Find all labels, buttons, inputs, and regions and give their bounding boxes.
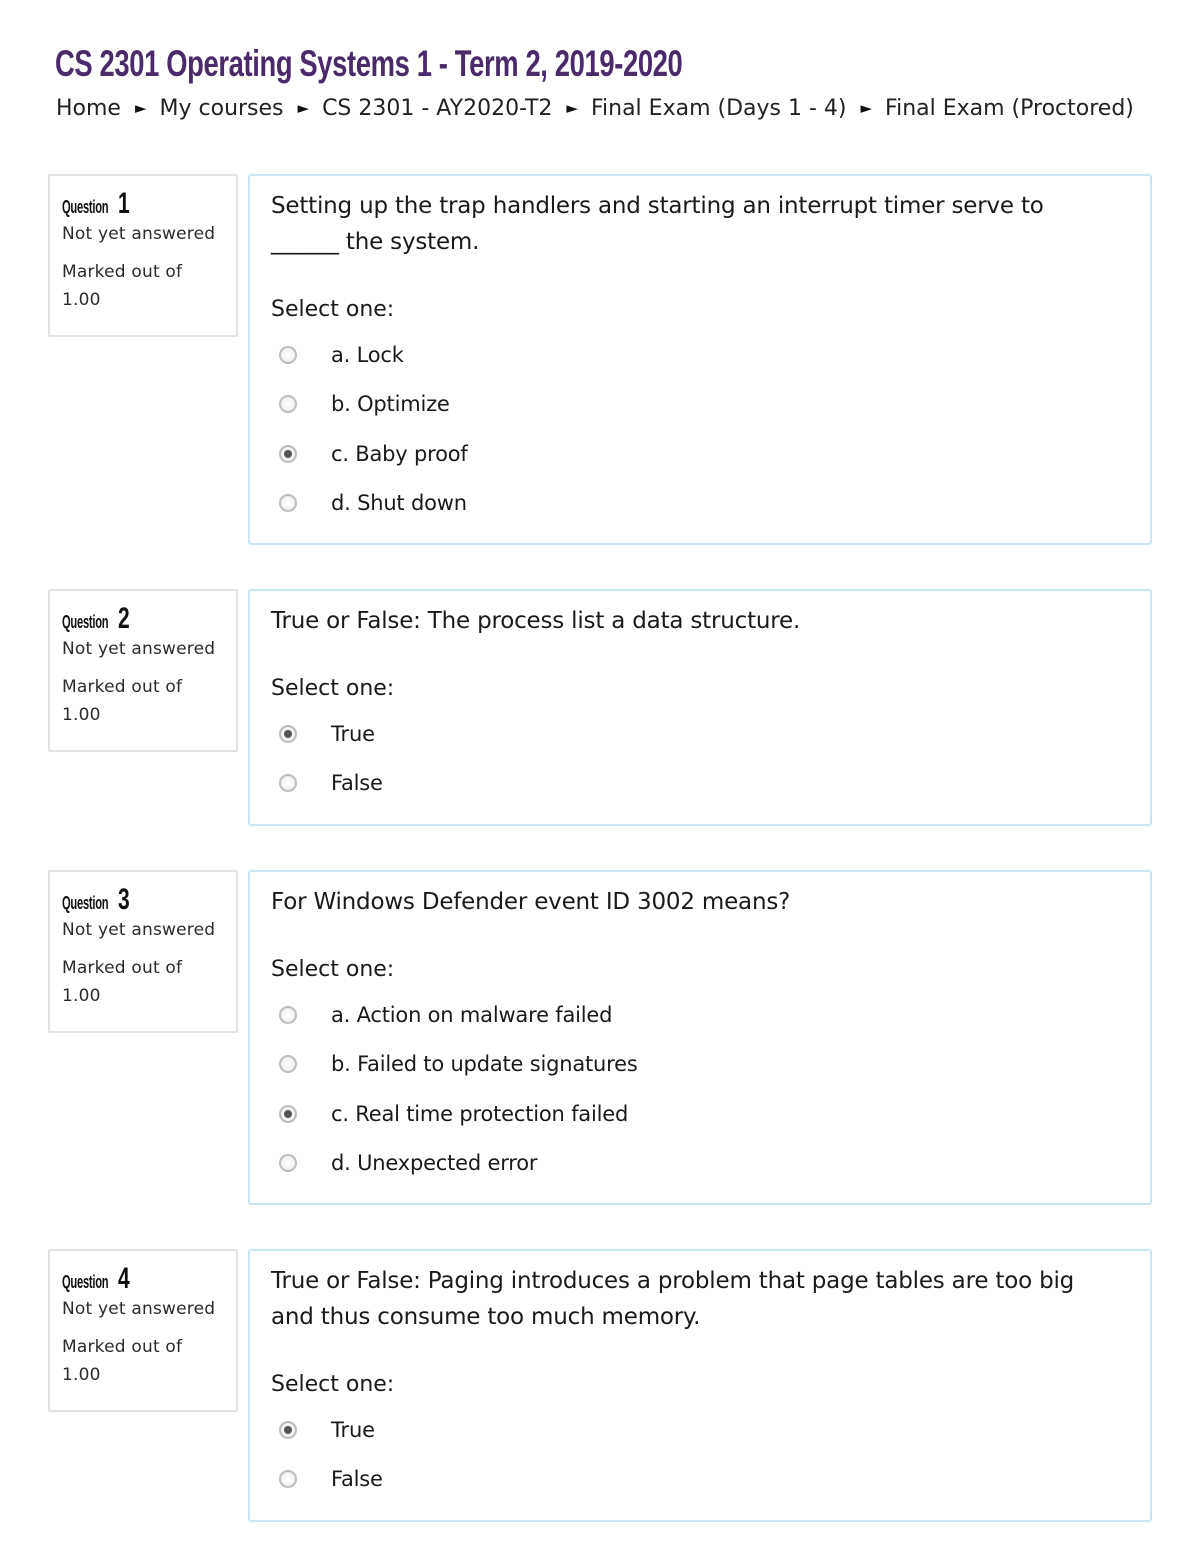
option-label: False	[331, 771, 383, 796]
mark-label: Marked out of	[62, 958, 183, 978]
question-text: For Windows Defender event ID 3002 means?	[271, 889, 791, 915]
breadcrumb-course[interactable]: CS 2301 - AY2020-T2	[322, 95, 553, 121]
option-label: True	[331, 1417, 375, 1442]
answer-option-a[interactable]	[271, 990, 1130, 1040]
question-mark	[62, 1333, 236, 1389]
question-number	[62, 1263, 236, 1295]
breadcrumb-separator-icon: ►	[297, 99, 310, 117]
option-label: False	[331, 1467, 383, 1492]
radio-button-selected[interactable]	[279, 725, 297, 743]
question-mark	[62, 258, 236, 314]
page-title: CS 2301 Operating Systems 1 - Term 2, 2019-2020	[55, 43, 683, 84]
answer-option-false[interactable]	[271, 1455, 1130, 1505]
answer-option-c[interactable]	[271, 1089, 1130, 1139]
select-one-label: Select one:	[271, 676, 395, 701]
breadcrumb-my-courses[interactable]: My courses	[159, 95, 284, 121]
mark-label: Marked out of	[62, 677, 183, 697]
mark-label: Marked out of	[62, 1337, 183, 1357]
radio-button-selected[interactable]	[279, 445, 297, 463]
question-label: Question	[62, 1272, 109, 1292]
answer-option-d[interactable]	[271, 1139, 1130, 1189]
radio-button[interactable]	[279, 1154, 297, 1172]
question-number	[62, 603, 236, 635]
question-number	[62, 884, 236, 916]
select-one-label: Select one:	[271, 297, 395, 322]
question-number	[62, 188, 236, 220]
breadcrumb-final-exam-days[interactable]: Final Exam (Days 1 - 4)	[590, 95, 847, 121]
question-label: Question	[62, 893, 109, 913]
question-state: Not yet answered	[62, 639, 216, 659]
question-content-1	[248, 174, 1152, 545]
question-state: Not yet answered	[62, 920, 216, 940]
question-info-4	[48, 1249, 238, 1412]
breadcrumb-final-exam-proctored[interactable]: Final Exam (Proctored)	[885, 95, 1134, 121]
option-label: b. Failed to update signatures	[331, 1052, 638, 1077]
question-number-value: 1	[117, 187, 130, 220]
option-label: a. Lock	[331, 342, 404, 367]
mark-value: 1.00	[62, 1365, 101, 1385]
question-text: True or False: Paging introduces a problem that page tables are too big and thus consume too much memory.	[271, 1268, 1075, 1330]
answer-option-a[interactable]	[271, 330, 1130, 380]
breadcrumb-home[interactable]: Home	[56, 95, 121, 121]
question-mark	[62, 954, 236, 1010]
breadcrumb-separator-icon: ►	[566, 99, 578, 117]
question-text: Setting up the trap handlers and starting an interrupt timer serve to ______ the system.	[271, 193, 1044, 255]
question-state: Not yet answered	[62, 1299, 216, 1319]
answer-option-b[interactable]	[271, 1040, 1130, 1090]
option-label: d. Shut down	[331, 491, 467, 516]
radio-button[interactable]	[279, 774, 297, 792]
answer-option-d[interactable]	[271, 479, 1130, 529]
option-label: c. Real time protection failed	[331, 1101, 629, 1126]
option-label: c. Baby proof	[331, 441, 468, 466]
breadcrumb-separator-icon: ►	[134, 99, 147, 117]
question-text: True or False: The process list a data structure.	[271, 608, 801, 634]
radio-button[interactable]	[279, 395, 297, 413]
radio-button[interactable]	[279, 1055, 297, 1073]
question-label: Question	[62, 197, 109, 217]
radio-button[interactable]	[279, 1006, 297, 1024]
mark-value: 1.00	[62, 705, 101, 725]
option-label: b. Optimize	[331, 392, 450, 417]
question-info-3	[48, 870, 238, 1033]
option-label: True	[331, 721, 375, 746]
question-mark	[62, 673, 236, 729]
breadcrumb-separator-icon: ►	[860, 99, 873, 117]
answer-option-false[interactable]	[271, 759, 1130, 809]
question-content-4	[248, 1249, 1152, 1522]
radio-button[interactable]	[279, 1470, 297, 1488]
mark-label: Marked out of	[62, 262, 183, 282]
radio-button-selected[interactable]	[279, 1421, 297, 1439]
question-state: Not yet answered	[62, 224, 216, 244]
radio-button-selected[interactable]	[279, 1105, 297, 1123]
answer-option-b[interactable]	[271, 380, 1130, 430]
question-number-value: 3	[117, 883, 130, 916]
mark-value: 1.00	[62, 986, 101, 1006]
select-one-label: Select one:	[271, 1372, 395, 1397]
answer-option-c[interactable]	[271, 429, 1130, 479]
radio-button[interactable]	[279, 346, 297, 364]
question-label: Question	[62, 612, 109, 632]
question-content-3	[248, 870, 1152, 1205]
select-one-label: Select one:	[271, 957, 395, 982]
question-content-2	[248, 589, 1152, 826]
question-number-value: 2	[117, 602, 130, 635]
breadcrumb	[56, 92, 1134, 124]
option-label: d. Unexpected error	[331, 1151, 538, 1176]
question-number-value: 4	[117, 1262, 130, 1295]
option-label: a. Action on malware failed	[331, 1002, 613, 1027]
question-info-2	[48, 589, 238, 752]
answer-option-true[interactable]	[271, 709, 1130, 759]
mark-value: 1.00	[62, 290, 101, 310]
question-info-1	[48, 174, 238, 337]
radio-button[interactable]	[279, 494, 297, 512]
answer-option-true[interactable]	[271, 1405, 1130, 1455]
